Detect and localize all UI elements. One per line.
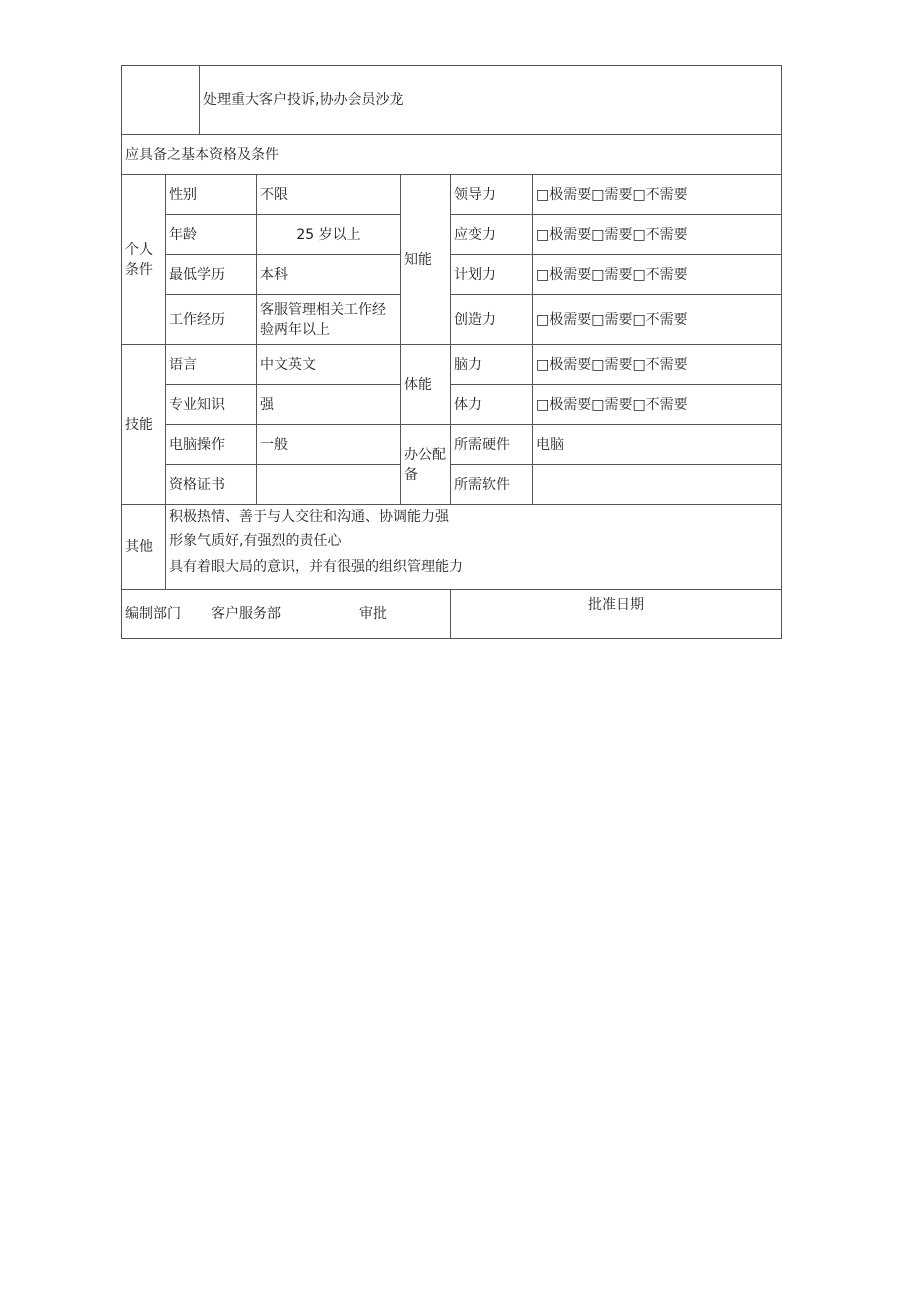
qualifications-title: 应具备之基本资格及条件 <box>125 146 279 163</box>
other-line: 形象气质好,有强烈的责任心 <box>169 533 342 549</box>
footer-right-cell <box>450 589 782 639</box>
personal-row-value-cell <box>256 174 401 215</box>
knowledge-row-label-cell <box>450 254 533 295</box>
duties-last-line: 处理重大客户投诉,协办会员沙龙 <box>203 92 404 108</box>
physical-group-label-cell <box>400 344 451 425</box>
skills-row-label-cell <box>165 464 257 505</box>
skills-row-value-cell <box>256 424 401 465</box>
adaptability-label: 应变力 <box>454 226 496 243</box>
office-row-label-cell <box>450 464 533 505</box>
gender-label: 性别 <box>169 186 197 203</box>
hardware-value: 电脑 <box>536 436 564 453</box>
personal-group-label-cell <box>121 174 166 345</box>
expertise-label: 专业知识 <box>169 396 225 413</box>
office-group-label-cell <box>400 424 451 505</box>
office-row-label-cell <box>450 424 533 465</box>
duties-text-cell <box>199 65 782 135</box>
language-label: 语言 <box>169 356 197 373</box>
office-group-label: 办公配备 <box>404 446 446 483</box>
age-label: 年龄 <box>169 226 197 243</box>
computer-skill-value: 一般 <box>260 436 288 453</box>
skills-row-label-cell <box>165 384 257 425</box>
expertise-value: 强 <box>260 396 274 413</box>
personal-row-label-cell <box>165 254 257 295</box>
hardware-label: 所需硬件 <box>454 436 510 453</box>
knowledge-row-label-cell <box>450 174 533 215</box>
skills-group-label-cell <box>121 344 166 505</box>
adaptability-options: □极需要□需要□不需要 <box>536 226 688 243</box>
knowledge-row-value-cell <box>532 294 782 345</box>
knowledge-row-label-cell <box>450 214 533 255</box>
gender-value: 不限 <box>260 186 288 203</box>
personal-row-value-cell <box>256 214 401 255</box>
office-row-value-cell <box>532 424 782 465</box>
mental-label: 脑力 <box>454 356 482 373</box>
dept-label: 编制部门 <box>125 606 181 622</box>
personal-row-value-cell <box>256 254 401 295</box>
computer-skill-label: 电脑操作 <box>169 436 225 453</box>
physical-row-value-cell <box>532 384 782 425</box>
personal-group-label: 个人条件 <box>125 241 153 278</box>
physical-row-value-cell <box>532 344 782 385</box>
personal-row-value-cell <box>256 294 401 345</box>
creativity-label: 创造力 <box>454 311 496 328</box>
stamina-options: □极需要□需要□不需要 <box>536 396 688 413</box>
footer-left-cell <box>121 589 451 639</box>
other-line: 积极热情、善于与人交往和沟通、协调能力强 <box>169 509 449 525</box>
personal-row-label-cell <box>165 174 257 215</box>
dept-value: 客户服务部 <box>211 606 281 622</box>
other-group-label: 其他 <box>125 539 153 555</box>
knowledge-row-value-cell <box>532 214 782 255</box>
qualifications-title-cell <box>121 134 782 175</box>
personal-row-label-cell <box>165 214 257 255</box>
software-label: 所需软件 <box>454 476 510 493</box>
other-text-cell <box>165 504 782 590</box>
knowledge-row-label-cell <box>450 294 533 345</box>
skills-row-value-cell <box>256 344 401 385</box>
other-line: 具有着眼大局的意识，并有很强的组织管理能力 <box>169 559 463 575</box>
creativity-options: □极需要□需要□不需要 <box>536 311 688 328</box>
experience-label: 工作经历 <box>169 311 225 328</box>
knowledge-row-value-cell <box>532 254 782 295</box>
skills-row-label-cell <box>165 344 257 385</box>
physical-row-label-cell <box>450 344 533 385</box>
leadership-label: 领导力 <box>454 186 496 203</box>
education-label: 最低学历 <box>169 266 225 283</box>
education-value: 本科 <box>260 266 288 283</box>
approval-date-label: 批准日期 <box>588 597 644 613</box>
other-group-label-cell <box>121 504 166 590</box>
duties-blank-cell <box>121 65 200 135</box>
knowledge-group-label-cell <box>400 174 451 345</box>
skills-group-label: 技能 <box>125 416 153 433</box>
planning-options: □极需要□需要□不需要 <box>536 266 688 283</box>
skills-row-value-cell <box>256 384 401 425</box>
mental-options: □极需要□需要□不需要 <box>536 356 688 373</box>
planning-label: 计划力 <box>454 266 496 283</box>
certificate-label: 资格证书 <box>169 476 225 493</box>
knowledge-row-value-cell <box>532 174 782 215</box>
physical-row-label-cell <box>450 384 533 425</box>
age-value: 25 岁以上 <box>296 226 361 243</box>
skills-row-value-cell <box>256 464 401 505</box>
experience-value: 客服管理相关工作经验两年以上 <box>260 301 386 338</box>
leadership-options: □极需要□需要□不需要 <box>536 186 688 203</box>
stamina-label: 体力 <box>454 396 482 413</box>
approval-label: 审批 <box>359 606 387 622</box>
skills-row-label-cell <box>165 424 257 465</box>
language-value: 中文英文 <box>260 356 316 373</box>
physical-group-label: 体能 <box>404 376 432 393</box>
knowledge-group-label: 知能 <box>404 251 432 268</box>
personal-row-label-cell <box>165 294 257 345</box>
office-row-value-cell <box>532 464 782 505</box>
